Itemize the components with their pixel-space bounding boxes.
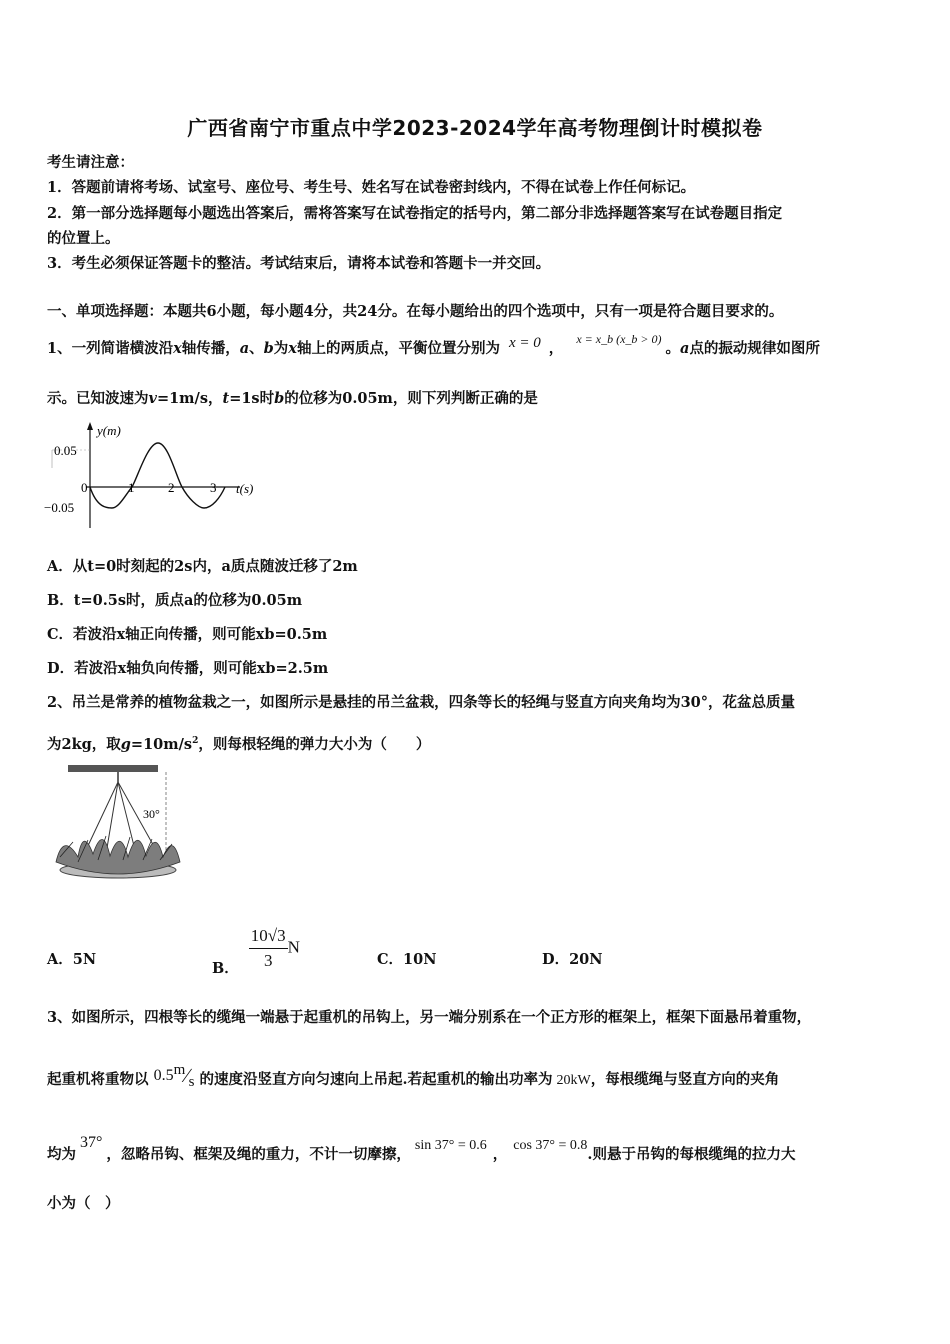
q1-math-b-position: x = x_b (x_b > 0) xyxy=(576,332,662,346)
notice-item-1: 1．答题前请将考场、试室号、座位号、考生号、姓名写在试卷密封线内，不得在试卷上作任何标记。 xyxy=(47,179,696,196)
q1-var: a xyxy=(680,340,690,357)
notice-item-3: 3．考生必须保证答题卡的整洁。考试结束后，请将本试卷和答题卡一并交回。 xyxy=(47,255,551,272)
q1-text: 轴传播， xyxy=(181,340,240,357)
q1-var: b xyxy=(263,340,274,357)
q1-text: 为 xyxy=(273,340,289,357)
tick-1: 1 xyxy=(128,480,135,495)
q1-var: a xyxy=(239,340,250,357)
q2-var: g xyxy=(120,735,131,753)
x-axis-label: t(s) xyxy=(236,481,254,496)
q1-text: =1m/s， xyxy=(156,390,223,407)
q1-option-b[interactable]: B．t=0.5s时，质点a的位移为0.05m xyxy=(47,592,303,609)
q3-text: ，每根缆绳与竖直方向的夹角 xyxy=(590,1071,780,1088)
sine-curve xyxy=(90,443,225,508)
q1-math-a-position: x = 0 xyxy=(509,335,541,351)
q1-var: x xyxy=(173,340,182,357)
q2-option-c[interactable]: C．10N xyxy=(377,951,437,968)
q3-text: ，忽略吊钩、框架及绳的重力，不计一切摩擦， xyxy=(106,1146,411,1163)
q1-text: =1s时 xyxy=(229,390,275,407)
q2-hanging-plant-figure xyxy=(48,762,188,887)
q1-text: 。 xyxy=(665,340,681,357)
q3-stem-line2 xyxy=(47,1062,780,1091)
q3-text: 的速度沿竖直方向匀速向上吊起.若起重机的输出功率为 xyxy=(199,1071,553,1088)
q1-option-d[interactable]: D．若波沿x轴负向传播，则可能xb=2.5m xyxy=(47,660,329,677)
notice-heading: 考生请注意： xyxy=(47,154,134,171)
q3-stem-line4: 小为（ ） xyxy=(47,1195,120,1212)
exam-title: 广西省南宁市重点中学2023-2024学年高考物理倒计时模拟卷 xyxy=(187,116,763,140)
q2-text: ，则每根轻绳的弹力大小为（ ） xyxy=(198,735,431,753)
q1-var: v xyxy=(148,390,157,407)
section-heading: 一、单项选择题：本题共6小题，每小题4分，共24分。在每小题给出的四个选项中，只有一项是符合题目要求的。 xyxy=(47,303,784,320)
q2-option-b-fraction xyxy=(249,926,288,971)
q2-text: 为2kg，取 xyxy=(47,735,121,753)
q1-stem-line2 xyxy=(47,389,538,409)
q2-option-b[interactable] xyxy=(212,926,300,977)
q3-stem-line3 xyxy=(47,1134,796,1166)
angle-label: 30° xyxy=(143,807,160,821)
q1-vibration-graph xyxy=(40,418,270,530)
fraction-numerator: 10√3 xyxy=(249,926,288,949)
q3-stem-line1: 3、如图所示，四根等长的缆绳一端悬于起重机的吊钩上，另一端分别系在一个正方形的框架上，框架下面悬吊着重物， xyxy=(47,1009,812,1026)
q1-option-c[interactable]: C．若波沿x轴正向传播，则可能xb=0.5m xyxy=(47,626,328,643)
q3-speed-value: 0.5 xyxy=(153,1067,174,1084)
ymax-label: 0.05 xyxy=(54,443,77,458)
ymin-label: −0.05 xyxy=(44,500,75,515)
q3-power: 20kW xyxy=(556,1073,591,1088)
q1-var: x xyxy=(288,340,297,357)
q2-option-b-label: B． xyxy=(212,959,239,977)
q1-text: 轴上的两质点，平衡位置分别为 xyxy=(296,340,500,357)
tick-2: 2 xyxy=(168,480,175,495)
q1-var: t xyxy=(222,390,230,407)
notice-item-2: 2．第一部分选择题每小题选出答案后，需将答案写在试卷指定的括号内，第二部分非选择题答案写在试卷题目指定 xyxy=(47,205,783,222)
q3-sin: sin 37° = 0.6 xyxy=(414,1138,487,1153)
q1-text: 1、一列简谐横波沿 xyxy=(47,340,174,357)
q2-option-a[interactable]: A．5N xyxy=(47,951,97,968)
q3-cos: cos 37° = 0.8 xyxy=(513,1138,588,1153)
q3-text: ， xyxy=(492,1146,508,1163)
q3-speed-unit-num: m xyxy=(173,1062,186,1078)
q1-var: b xyxy=(274,390,285,407)
q3-speed-unit-den: s xyxy=(188,1074,195,1090)
q1-text: 的位移为0.05m，则下列判断正确的是 xyxy=(284,390,538,407)
q1-text: 示。已知波速为 xyxy=(47,390,149,407)
q1-text: 、 xyxy=(249,340,264,357)
q1-text: 点的振动规律如图所 xyxy=(689,340,820,357)
q2-stem-line2 xyxy=(47,731,430,755)
q2-stem-line1: 2、吊兰是常养的植物盆栽之一，如图所示是悬挂的吊兰盆栽，四条等长的轻绳与竖直方向夹角均为30°，花盆总质量 xyxy=(47,694,796,711)
q1-option-a[interactable]: A．从t=0时刻起的2s内，a质点随波迁移了2m xyxy=(47,558,358,575)
q2-sup: 2 xyxy=(192,736,199,746)
y-axis-arrow-icon xyxy=(87,422,93,430)
notice-item-2-cont: 的位置上。 xyxy=(47,230,120,247)
fraction-denominator: 3 xyxy=(263,951,273,970)
q3-text: 起重机将重物以 xyxy=(47,1071,149,1088)
tick-0: 0 xyxy=(81,480,88,495)
q3-text: .则悬于吊钩的每根缆绳的拉力大 xyxy=(587,1146,796,1163)
q2-option-b-unit: N xyxy=(287,937,300,957)
q1-stem-line1 xyxy=(47,332,820,359)
slash: ∕ xyxy=(185,1065,189,1087)
ceiling-bar xyxy=(68,765,158,772)
q2-option-d[interactable]: D．20N xyxy=(542,951,603,968)
q3-angle: 37° xyxy=(80,1134,103,1151)
q3-text: 均为 xyxy=(47,1146,76,1163)
tick-3: 3 xyxy=(210,480,217,495)
y-axis-label: y(m) xyxy=(97,423,121,438)
q2-text: =10m/s xyxy=(130,735,193,753)
q1-comma: ， xyxy=(548,340,564,357)
